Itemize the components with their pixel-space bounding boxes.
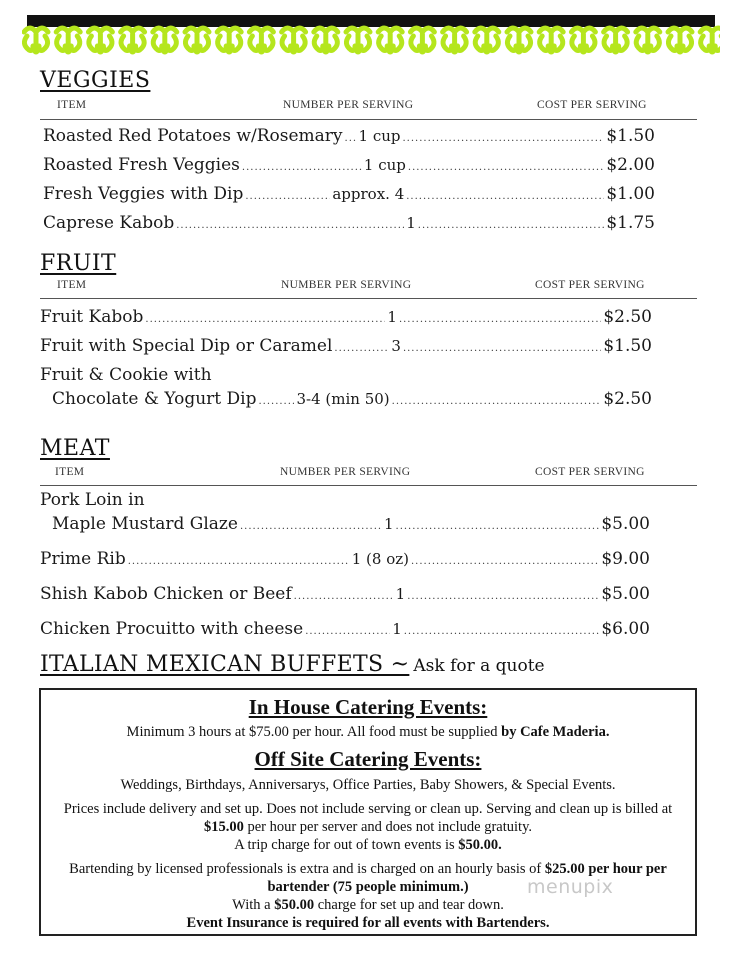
scroll-dot	[387, 48, 394, 55]
item-price: $5.00	[601, 514, 650, 534]
scroll-ornament	[121, 28, 145, 51]
leader-dots	[411, 556, 599, 567]
item-name: Chocolate & Yogurt Dip	[52, 389, 257, 409]
item-price: $1.50	[603, 336, 652, 356]
leader-dots	[294, 591, 394, 602]
menu-item-row	[40, 307, 652, 331]
leader-dots	[403, 133, 605, 144]
item-qty: 1	[392, 620, 402, 638]
menu-item-row	[43, 126, 655, 150]
scroll-ornament	[700, 28, 720, 51]
veggies-col-item: ITEM	[57, 99, 87, 111]
item-qty: 1	[395, 585, 406, 603]
leader-dots	[240, 521, 382, 532]
scroll-dot	[644, 48, 651, 55]
item-name-line1: Pork Loin in	[40, 490, 145, 510]
setup-charge: With a $50.00 charge for set up and tear down.	[232, 897, 504, 913]
trip-charge: A trip charge for out of town events is $50.00.	[234, 837, 502, 853]
fruit-title: FRUIT	[40, 251, 117, 276]
scroll-dot	[483, 48, 490, 55]
scroll-ornament	[475, 28, 499, 51]
item-price: $2.50	[603, 389, 652, 409]
menu-item-row	[43, 155, 655, 179]
item-qty: 1	[383, 515, 394, 533]
item-price: $9.00	[601, 549, 650, 569]
item-name: Fruit with Special Dip or Caramel	[40, 336, 333, 356]
in-house-title: In House Catering Events:	[248, 695, 488, 719]
insurance-note: Event Insurance is required for all events with Bartenders.	[186, 915, 550, 931]
scroll-dot	[161, 48, 168, 55]
item-price: $1.50	[606, 126, 655, 146]
item-name: Prime Rib	[40, 549, 126, 569]
item-price: $2.50	[603, 307, 652, 327]
scroll-dot	[580, 48, 587, 55]
menu-item-row	[40, 336, 652, 360]
item-name: Roasted Red Potatoes w/Rosemary	[43, 126, 343, 146]
leader-dots	[408, 162, 604, 173]
leader-dots	[407, 591, 599, 602]
leader-dots	[418, 220, 605, 231]
item-name: Chicken Procuitto with cheese	[40, 619, 304, 639]
item-price: $1.75	[606, 213, 655, 233]
menu-item-row	[52, 389, 652, 413]
scroll-ornament	[636, 28, 660, 51]
events-list: Weddings, Birthdays, Anniversarys, Office Parties, Baby Showers, & Special Events.	[120, 777, 616, 793]
leader-dots	[396, 521, 600, 532]
scroll-dot	[129, 48, 136, 55]
scroll-dot	[355, 48, 362, 55]
in-house-text: Minimum 3 hours at $75.00 per hour. All food must be supplied by Cafe Maderia.	[126, 724, 610, 740]
meat-col-number: NUMBER PER SERVING	[280, 466, 411, 478]
scroll-dot	[451, 48, 458, 55]
scroll-ornament	[443, 28, 467, 51]
scroll-dot	[548, 48, 555, 55]
catering-info-box	[39, 688, 697, 936]
leader-dots	[399, 314, 601, 325]
scroll-ornament	[604, 28, 628, 51]
item-price: $1.00	[606, 184, 655, 204]
scroll-ornament	[410, 28, 434, 51]
prices-text: Prices include delivery and set up. Does not include serving or clean up. Serving and clean up is billed at $15.00 per hour per server and does not include gratuity.	[63, 801, 673, 835]
leader-dots	[345, 133, 357, 144]
leader-dots	[404, 626, 600, 637]
item-qty: 1 cup	[363, 156, 406, 174]
item-price: $6.00	[601, 619, 650, 639]
menu-item-row	[40, 584, 650, 608]
meat-rule	[40, 485, 697, 486]
scroll-ornament	[507, 28, 531, 51]
menu-item-row	[43, 213, 655, 237]
veggies-title: VEGGIES	[40, 68, 151, 93]
leader-dots	[245, 191, 330, 202]
item-qty: 1 (8 oz)	[351, 550, 409, 568]
scroll-dot	[322, 48, 329, 55]
scroll-dot	[97, 48, 104, 55]
scroll-dot	[516, 48, 523, 55]
item-qty: 1	[387, 308, 397, 326]
scroll-dot	[677, 48, 684, 55]
scroll-ornament	[88, 28, 112, 51]
veggies-col-number: NUMBER PER SERVING	[283, 99, 414, 111]
scroll-dot	[33, 48, 40, 55]
fruit-col-item: ITEM	[57, 279, 87, 291]
veggies-col-cost: COST PER SERVING	[537, 99, 647, 111]
leader-dots	[145, 314, 385, 325]
scroll-ornament	[56, 28, 80, 51]
scroll-ornament	[571, 28, 595, 51]
menu-item-row	[43, 184, 655, 208]
scroll-ornament	[539, 28, 563, 51]
meat-col-cost: COST PER SERVING	[535, 466, 645, 478]
leader-dots	[258, 396, 294, 407]
leader-dots	[305, 626, 390, 637]
item-name: Fresh Veggies with Dip	[43, 184, 244, 204]
leader-dots	[176, 220, 404, 231]
leader-dots	[128, 556, 350, 567]
scroll-ornament	[346, 28, 370, 51]
item-name: Roasted Fresh Veggies	[43, 155, 240, 175]
scroll-ornament	[249, 28, 273, 51]
menu-item-row	[40, 619, 650, 643]
scroll-dot	[258, 48, 265, 55]
leader-dots	[392, 396, 602, 407]
leader-dots	[334, 343, 389, 354]
scroll-ornament	[153, 28, 177, 51]
scroll-ornament	[314, 28, 338, 51]
item-name: Caprese Kabob	[43, 213, 175, 233]
scroll-dot	[612, 48, 619, 55]
item-price: $5.00	[601, 584, 650, 604]
veggies-rule	[40, 119, 697, 120]
scroll-ornament	[24, 28, 48, 51]
buffets-note: Ask for a quote	[413, 656, 545, 676]
scroll-ornament	[378, 28, 402, 51]
scroll-ornament	[185, 28, 209, 51]
item-qty: 3	[391, 337, 401, 355]
menu-item-row	[52, 514, 650, 538]
item-name: Fruit Kabob	[40, 307, 144, 327]
bartending-text: Bartending by licensed professionals is extra and is charged on an hourly basis of $25.00 per hour per bartender (75 people minimum.)	[69, 861, 667, 895]
fruit-col-number: NUMBER PER SERVING	[281, 279, 412, 291]
scroll-ornament	[282, 28, 306, 51]
buffets-line	[40, 652, 545, 677]
buffets-title: ITALIAN MEXICAN BUFFETS ~	[40, 652, 410, 677]
menu-item-row	[40, 549, 650, 573]
fruit-col-cost: COST PER SERVING	[535, 279, 645, 291]
leader-dots	[403, 343, 601, 354]
off-site-title: Off Site Catering Events:	[254, 747, 482, 771]
item-name: Shish Kabob Chicken or Beef	[40, 584, 292, 604]
scroll-dot	[709, 48, 716, 55]
watermark: menupix	[527, 876, 614, 898]
item-price: $2.00	[606, 155, 655, 175]
scroll-dot	[194, 48, 201, 55]
item-qty: 1	[406, 214, 416, 232]
scroll-dot	[226, 48, 233, 55]
fruit-rule	[40, 298, 697, 299]
meat-title: MEAT	[40, 436, 110, 461]
item-name: Maple Mustard Glaze	[52, 514, 238, 534]
green-scroll-border-icon	[22, 24, 720, 58]
scroll-ornament	[217, 28, 241, 51]
leader-dots	[242, 162, 362, 173]
scroll-dot	[65, 48, 72, 55]
item-name-line1: Fruit & Cookie with	[40, 365, 212, 385]
meat-col-item: ITEM	[55, 466, 85, 478]
scroll-ornament	[668, 28, 692, 51]
scroll-dot	[290, 48, 297, 55]
item-qty: approx. 4	[332, 185, 405, 203]
scroll-dot	[419, 48, 426, 55]
item-qty: 1 cup	[358, 127, 401, 145]
item-qty: 3-4 (min 50)	[296, 390, 390, 408]
leader-dots	[406, 191, 604, 202]
